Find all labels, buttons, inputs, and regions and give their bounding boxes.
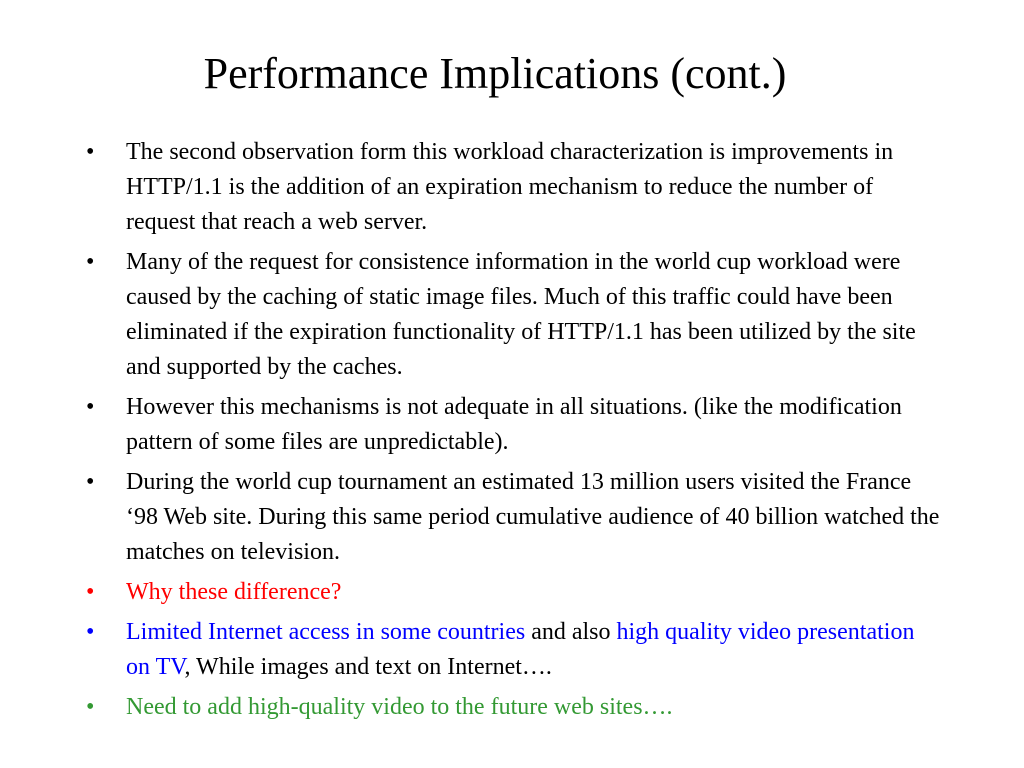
- bullet-text: Need to add high-quality video to the future web sites….: [126, 694, 673, 720]
- bullet-list: [84, 135, 944, 730]
- bullet-segment-black: , While images and text on Internet….: [184, 654, 552, 680]
- bullet-item: [84, 245, 944, 385]
- bullet-marker: •: [86, 619, 95, 645]
- bullet-text: However this mechanisms is not adequate in all situations. (like the modification pattern of some files are unpredictable).: [126, 394, 902, 455]
- bullet-item: [84, 465, 944, 570]
- bullet-item: [84, 390, 944, 460]
- bullet-marker: •: [86, 694, 95, 720]
- bullet-marker: •: [86, 139, 95, 165]
- bullet-segment-black: and also: [525, 619, 617, 645]
- bullet-text-mixed: [126, 619, 914, 680]
- bullet-segment-blue: Limited Internet access in some countries: [126, 619, 526, 645]
- bullet-item-conclusion: [84, 690, 944, 725]
- bullet-marker: •: [86, 249, 95, 275]
- bullet-marker: •: [86, 394, 95, 420]
- bullet-item: [84, 135, 944, 240]
- bullet-segment-blue: high quality video presentation on TV: [126, 619, 915, 680]
- bullet-text: The second observation form this workload characterization is improvements in HTTP/1.1 is the addition of an expiration mechanism to reduce the number of request that reach a web server.: [126, 139, 894, 235]
- bullet-marker: •: [86, 579, 95, 605]
- bullet-marker: •: [86, 469, 95, 495]
- bullet-item-question: [84, 575, 944, 610]
- bullet-item-mixed: [84, 615, 944, 685]
- bullet-text: Why these difference?: [126, 579, 342, 605]
- bullet-text: During the world cup tournament an estimated 13 million users visited the France ‘98 Web site. During this same period cumulative audience of 40 billion watched the matches on television.: [126, 469, 940, 565]
- bullet-text: Many of the request for consistence information in the world cup workload were caused by the caching of static image files. Much of this traffic could have been eliminated if the expiration functionality of HTTP/1.1 has been utilized by the site and supported by the caches.: [126, 249, 916, 380]
- slide-title: Performance Implications (cont.): [203, 49, 787, 98]
